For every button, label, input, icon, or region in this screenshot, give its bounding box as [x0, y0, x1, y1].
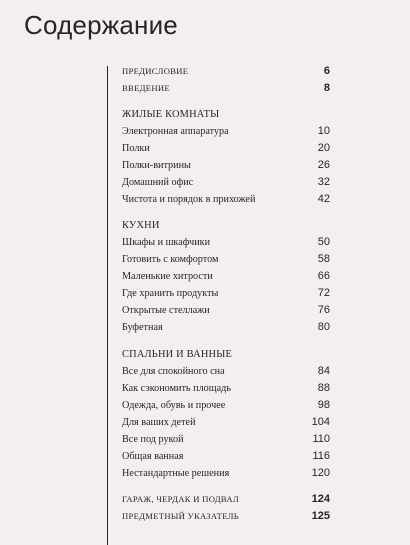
toc-entry[interactable] [122, 318, 330, 336]
toc-entry-page: 76 [317, 304, 330, 316]
toc-entry-label: Все под рукой [122, 433, 184, 445]
toc-entry-label: Нестандартные решения [122, 467, 230, 479]
toc-entry-page: 120 [311, 467, 330, 479]
toc-entry-label: Электронная аппаратура [122, 125, 229, 137]
toc-entry-label: Все для спокойного сна [122, 365, 225, 377]
toc-entry-label: Чистота и порядок в прихожей [122, 193, 256, 205]
toc-entry-label: Буфетная [122, 321, 163, 333]
toc-entry-label: Как сэкономить площадь [122, 382, 231, 394]
toc-entry-page: 84 [317, 365, 330, 377]
toc-entry[interactable] [122, 430, 330, 448]
toc-entry-page: 98 [317, 399, 330, 411]
vertical-rule [107, 66, 108, 545]
toc-entry[interactable] [122, 362, 330, 380]
toc-entry-label: Полки [122, 142, 150, 154]
toc-entry[interactable] [122, 250, 330, 268]
toc-entry-subject-index[interactable] [122, 507, 330, 525]
toc-entry-page: 20 [317, 142, 330, 154]
toc-entry-label: ПРЕДИСЛОВИЕ [122, 66, 189, 76]
toc-entry-page: 6 [323, 65, 330, 77]
toc-entry[interactable] [122, 379, 330, 397]
toc-entry-page: 124 [311, 493, 330, 505]
toc-entry-label: Где хранить продукты [122, 287, 219, 299]
toc-entry[interactable] [122, 156, 330, 174]
toc-entry-label: ГАРАЖ, ЧЕРДАК И ПОДВАЛ [122, 494, 240, 504]
toc-entry-label: Готовить с комфортом [122, 253, 219, 265]
toc-entry[interactable] [122, 173, 330, 191]
toc-entry-label: ПРЕДМЕТНЫЙ УКАЗАТЕЛЬ [122, 511, 240, 521]
toc-entry-page: 80 [317, 321, 330, 333]
toc-entry-page: 10 [317, 125, 330, 137]
toc-entry-label: Маленькие хитрости [122, 270, 213, 282]
toc-entry-page: 66 [317, 270, 330, 282]
toc-entry[interactable] [122, 122, 330, 140]
toc-entry-page: 104 [311, 416, 330, 428]
toc-entry-page: 32 [317, 176, 330, 188]
toc-entry-introduction[interactable] [122, 79, 330, 97]
toc-entry-page: 116 [312, 450, 330, 462]
toc-entry-page: 50 [317, 236, 330, 248]
toc-entry[interactable] [122, 233, 330, 251]
toc-entry-label: Для ваших детей [122, 416, 196, 428]
section-heading-bedrooms-bathrooms: СПАЛЬНИ И ВАННЫЕ [122, 348, 233, 360]
toc-entry-label: Одежда, обувь и прочее [122, 399, 226, 411]
toc-entry[interactable] [122, 139, 330, 157]
toc-entry[interactable] [122, 447, 330, 465]
toc-entry-page: 125 [311, 510, 330, 522]
toc-entry-garage-attic-basement[interactable] [122, 490, 330, 508]
toc-entry[interactable] [122, 396, 330, 414]
toc-entry-page: 72 [317, 287, 330, 299]
toc-entry[interactable] [122, 464, 330, 482]
toc-entry-page: 42 [317, 193, 330, 205]
page-title: Содержание [24, 10, 178, 40]
toc-entry-label: Домашний офис [122, 176, 194, 188]
toc-entry-page: 110 [312, 433, 330, 445]
toc-entry-preface[interactable] [122, 62, 330, 80]
toc-entry-page: 58 [317, 253, 330, 265]
toc-entry-page: 8 [323, 82, 330, 94]
toc-entry-page: 26 [317, 159, 330, 171]
toc-entry-label: Общая ванная [122, 450, 184, 462]
toc-entry-label: Шкафы и шкафчики [122, 236, 211, 248]
toc-entry[interactable] [122, 284, 330, 302]
toc-entry-page: 88 [317, 382, 330, 394]
toc-entry[interactable] [122, 267, 330, 285]
toc-entry-label: ВВЕДЕНИЕ [122, 83, 170, 93]
toc-entry[interactable] [122, 190, 330, 208]
toc-entry[interactable] [122, 413, 330, 431]
toc-entry-label: Открытые стеллажи [122, 304, 210, 316]
toc-entry-label: Полки-витрины [122, 159, 191, 171]
toc-entry[interactable] [122, 301, 330, 319]
section-heading-living-rooms: ЖИЛЫЕ КОМНАТЫ [122, 108, 220, 120]
section-heading-kitchens: КУХНИ [122, 219, 160, 231]
